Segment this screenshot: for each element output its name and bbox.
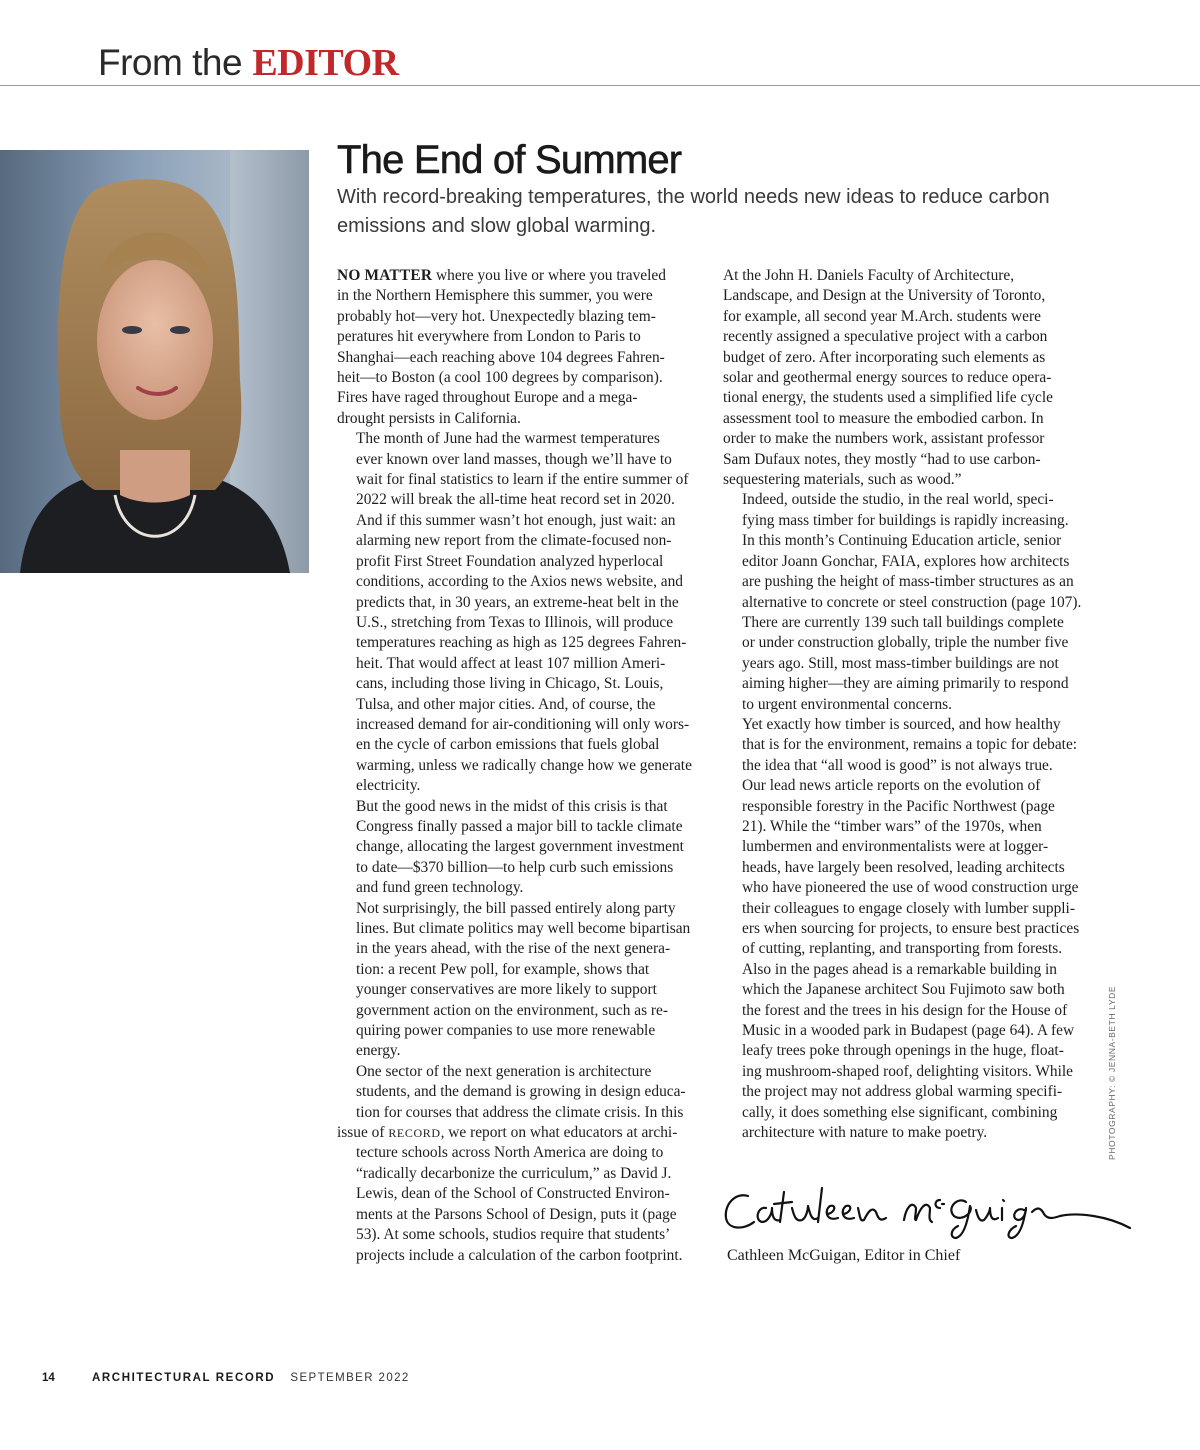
page-number: 14 (42, 1372, 55, 1384)
article-title: The End of Summer (337, 138, 682, 182)
text-line: 21). While the “timber wars” of the 1970s, when (742, 817, 1042, 835)
text-line: who have pioneered the use of wood construction urge (742, 879, 1079, 897)
article-deck: With record-breaking temperatures, the world needs new ideas to reduce carbon emissions and slow global warming. (337, 186, 1050, 237)
text-line: heit. That would affect at least 107 million Ameri- (356, 654, 666, 672)
section-header (98, 40, 399, 86)
paragraph (723, 960, 1093, 1144)
text-line: Landscape, and Design at the University of Toronto, (723, 287, 1046, 305)
text-line: One sector of the next generation is architecture (356, 1062, 652, 1080)
text-line: lines. But climate politics may well become bipartisan (356, 920, 691, 937)
page-footer (42, 1372, 410, 1384)
paragraph (723, 490, 1093, 714)
magazine-name-small-caps: RECORD (388, 1126, 441, 1141)
text-line: There are currently 139 such tall buildings complete (742, 613, 1064, 631)
text-line: recently assigned a speculative project with a carbon (723, 328, 1048, 346)
text-line: leafy trees poke through openings in the huge, float- (742, 1042, 1064, 1060)
text-line: which the Japanese architect Sou Fujimoto saw both (742, 981, 1065, 999)
section-header-prefix: From the (98, 42, 243, 83)
text-line: for example, all second year M.Arch. students were (723, 307, 1041, 325)
text-line: lumbermen and environmentalists were at logger- (742, 838, 1049, 856)
text-line: Also in the pages ahead is a remarkable building in (742, 960, 1057, 978)
text-line: The month of June had the warmest temperatures (356, 430, 660, 448)
photo-credit-text: PHOTOGRAPHY: © JENNA-BETH LYDE (1107, 985, 1117, 1160)
text-line: Our lead news article reports on the evolution of (742, 777, 1041, 795)
text-line: change, allocating the largest government investment (356, 838, 684, 856)
text-line: And if this summer wasn’t hot enough, just wait: an (356, 511, 676, 529)
paragraph (337, 1062, 705, 1266)
text-line: in the years ahead, with the rise of the next genera- (356, 940, 671, 958)
text-line: their colleagues to engage closely with lumber suppli- (742, 899, 1075, 917)
text-line: wait for final statistics to learn if the entire summer of (356, 471, 689, 489)
text-line: are pushing the height of mass-timber structures as an (742, 573, 1074, 591)
text-line: Not surprisingly, the bill passed entirely along party (356, 899, 676, 917)
paragraph (723, 266, 1093, 490)
text-line: in the Northern Hemisphere this summer, you were (337, 287, 653, 305)
text-line: Yet exactly how timber is sourced, and how healthy (742, 715, 1061, 733)
text-line: or under construction globally, triple the number five (742, 634, 1069, 652)
text-fragment: , we report on what educators at archi- (440, 1124, 678, 1142)
editor-signature (718, 1178, 1138, 1248)
text-line: heads, have largely been resolved, leading architects (742, 858, 1065, 876)
text-line: of cutting, replanting, and transporting from forests. (742, 940, 1063, 958)
text-line: that is for the environment, remains a topic for debate: (742, 736, 1078, 754)
text-line: younger conservatives are more likely to support (356, 981, 657, 999)
text-line: to date—$370 billion—to help curb such emissions (356, 858, 674, 876)
editor-portrait (0, 150, 309, 573)
text-line: editor Joann Gonchar, FAIA, explores how architects (742, 552, 1070, 570)
text-line: architecture with nature to make poetry. (742, 1124, 988, 1142)
text-line: solar and geothermal energy sources to reduce opera- (723, 369, 1052, 387)
text-line: the forest and the trees in his design for the House of (742, 1001, 1068, 1019)
text-line: ers when sourcing for projects, to ensure best practices (742, 920, 1080, 937)
text-line: temperatures reaching as high as 125 degrees Fahren- (356, 634, 687, 652)
text-line: order to make the numbers work, assistant professor (723, 430, 1045, 448)
text-line: responsible forestry in the Pacific Northwest (page (742, 797, 1055, 815)
text-line: to urgent environmental concerns. (742, 695, 952, 713)
paragraph (337, 266, 705, 429)
text-line: aiming higher—they are aiming primarily to respond (742, 675, 1069, 693)
text-line: tional energy, the students used a simplified life cycle (723, 389, 1053, 407)
magazine-name: ARCHITECTURAL RECORD (92, 1372, 276, 1384)
paragraph (337, 797, 705, 899)
text-line: profit First Street Foundation analyzed hyperlocal (356, 552, 664, 570)
text-line: drought persists in California. (337, 409, 521, 427)
text-line: Sam Dufaux notes, they mostly “had to use carbon- (723, 450, 1041, 468)
text-line: In this month’s Continuing Education article, senior (742, 532, 1062, 550)
text-line: and fund green technology. (356, 879, 524, 897)
text-line: students, and the demand is growing in design educa- (356, 1083, 686, 1101)
text-line: en the cycle of carbon emissions that fuels global (356, 736, 660, 754)
text-line: budget of zero. After incorporating such elements as (723, 348, 1046, 366)
text-line: conditions, according to the Axios news website, and (356, 573, 683, 591)
text-line: predicts that, in 30 years, an extreme-heat belt in the (356, 593, 679, 611)
text-line: tecture schools across North America are doing to (356, 1144, 664, 1162)
text-line: But the good news in the midst of this crisis is that (356, 797, 668, 815)
text-line: Fires have raged throughout Europe and a mega- (337, 389, 638, 407)
text-line: assessment tool to measure the embodied carbon. In (723, 409, 1044, 427)
text-line: Shanghai—each reaching above 104 degrees Fahren- (337, 348, 665, 366)
text-line: Congress finally passed a major bill to tackle climate (356, 817, 683, 835)
text-line: ever known over land masses, though we’ll have to (356, 450, 672, 468)
text-line: projects include a calculation of the carbon footprint. (356, 1246, 683, 1264)
text-line: tion for courses that address the climate crisis. In this (356, 1103, 684, 1121)
text-line: where you live or where you traveled (432, 267, 666, 284)
article-right-column (723, 266, 1093, 1143)
text-line: cans, including those living in Chicago, St. Louis, (356, 675, 664, 693)
header-rule (0, 85, 1200, 86)
text-line: the idea that “all wood is good” is not always true. (742, 756, 1053, 774)
lead-in: NO MATTER (337, 267, 433, 284)
paragraph (337, 429, 705, 511)
text-line: increased demand for air-conditioning will only wors- (356, 715, 690, 733)
text-line: electricity. (356, 777, 421, 795)
text-line: sequestering materials, such as wood.” (723, 471, 962, 489)
issue-date: SEPTEMBER 2022 (290, 1372, 410, 1384)
text-line: U.S., stretching from Texas to Illinois, will produce (356, 613, 674, 631)
text-line: government action on the environment, such as re- (356, 1001, 668, 1019)
text-line: cally, it does something else significant, combining (742, 1103, 1058, 1121)
text-line: Tulsa, and other major cities. And, of course, the (356, 695, 656, 713)
text-line: At the John H. Daniels Faculty of Architecture, (723, 267, 1015, 284)
text-line: peratures hit everywhere from London to Paris to (337, 328, 641, 346)
text-line: quiring power companies to use more renewable (356, 1022, 656, 1040)
text-line: alarming new report from the climate-focused non- (356, 532, 672, 550)
text-line: ments at the Parsons School of Design, puts it (page (356, 1205, 677, 1223)
text-line: warming, unless we radically change how we generate (356, 756, 692, 774)
section-header-accent: EDITOR (252, 42, 399, 84)
text-line: ing mushroom-shaped roof, delighting visitors. While (742, 1062, 1074, 1080)
text-line: Music in a wooded park in Budapest (page 64). A few (742, 1022, 1075, 1040)
text-line: energy. (356, 1042, 401, 1060)
paragraph (337, 899, 705, 1062)
article-left-column (337, 266, 705, 1266)
text-line: 2022 will break the all-time heat record set in 2020. (356, 491, 675, 509)
text-line: years ago. Still, most mass-timber buildings are not (742, 654, 1059, 672)
text-line: Indeed, outside the studio, in the real world, speci- (742, 491, 1054, 509)
text-line: 53). At some schools, studios require that students’ (356, 1226, 671, 1244)
text-line: heit—to Boston (a cool 100 degrees by comparison). (337, 369, 663, 387)
text-line: tion: a recent Pew poll, for example, shows that (356, 960, 650, 978)
text-line: probably hot—very hot. Unexpectedly blazing tem- (337, 307, 656, 325)
text-fragment: issue of (337, 1124, 389, 1142)
text-line: Lewis, dean of the School of Constructed Environ- (356, 1185, 670, 1203)
text-line: alternative to concrete or steel construction (page 107). (742, 593, 1082, 611)
text-line: fying mass timber for buildings is rapidly increasing. (742, 511, 1069, 529)
text-line: the project may not address global warming specifi- (742, 1083, 1063, 1101)
paragraph (723, 715, 1093, 960)
signature-caption: Cathleen McGuigan, Editor in Chief (727, 1247, 961, 1264)
text-line: “radically decarbonize the curriculum,” as David J. (356, 1164, 672, 1182)
paragraph (337, 511, 705, 797)
